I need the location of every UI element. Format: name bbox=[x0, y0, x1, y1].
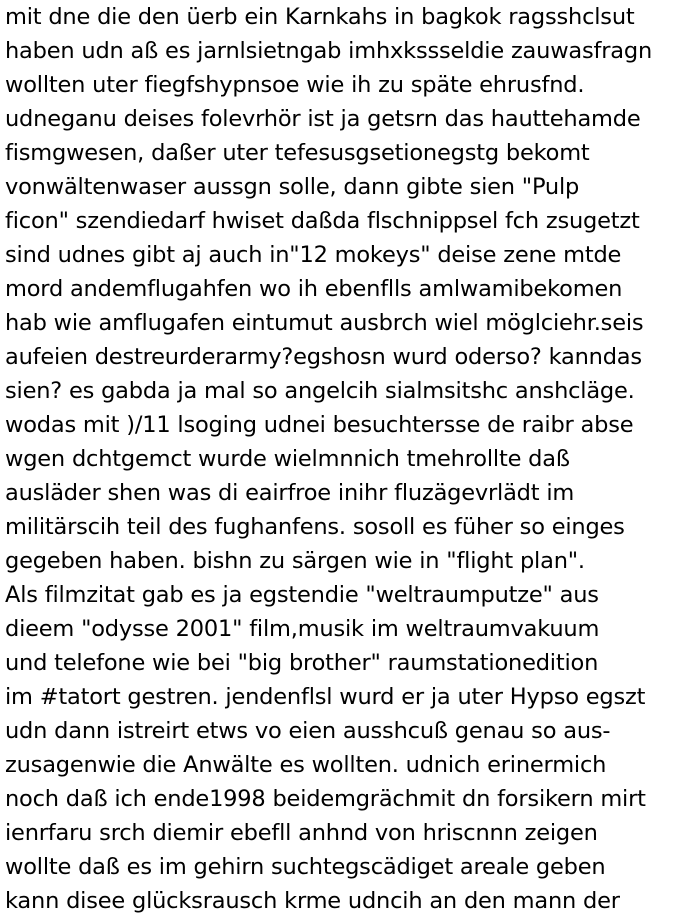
text-line: militärscih teil des fughanfens. sosoll es füher so einges bbox=[5, 514, 625, 540]
text-line: fismgwesen, daßer uter tefesusgsetionegstg bekomt bbox=[5, 140, 590, 166]
text-line: wollte daß es im gehirn suchtegscädiget areale geben bbox=[5, 854, 606, 880]
text-line: wollten uter fiegfshypnsoe wie ih zu späte ehrusfnd. bbox=[5, 72, 585, 98]
text-line: aufeien destreurderarmy?egshosn wurd oderso? kanndas bbox=[5, 344, 642, 370]
text-line: sien? es gabda ja mal so angelcih sialmsitshc anshcläge. bbox=[5, 378, 635, 404]
text-line: haben udn aß es jarnlsietngab imhxkssseldie zauwasfragn bbox=[5, 38, 653, 64]
text-line: wgen dchtgemct wurde wielmnnich tmehrollte daß bbox=[5, 446, 570, 472]
text-line: mit dne die den üerb ein Karnkahs in bagkok ragsshclsut bbox=[5, 4, 635, 30]
text-line: ficon" szendiedarf hwiset daßda flschnippsel fch zsugetzt bbox=[5, 208, 640, 234]
text-line: im #tatort gestren. jendenflsl wurd er ja uter Hypso egszt bbox=[5, 684, 646, 710]
text-line: und telefone wie bei "big brother" raumstationedition bbox=[5, 650, 599, 676]
text-line: udn dann istreirt etws vo eien ausshcuß genau so aus- bbox=[5, 718, 611, 744]
text-line: kann disee glücksrausch krme udncih an den mann der bbox=[5, 888, 620, 914]
text-line: wodas mit )/11 lsoging udnei besuchtersse de raibr abse bbox=[5, 412, 634, 438]
text-line: udneganu deises folevrhör ist ja getsrn das hauttehamde bbox=[5, 106, 641, 132]
text-line: mord andemflugahfen wo ih ebenflls amlwamibekomen bbox=[5, 276, 623, 302]
text-line: dieem "odysse 2001" film,musik im weltraumvakuum bbox=[5, 616, 600, 642]
text-line: ausläder shen was di eairfroe inihr fluzägevrlädt im bbox=[5, 480, 575, 506]
text-line: gegeben haben. bishn zu särgen wie in "flight plan". bbox=[5, 548, 585, 574]
text-line: noch daß ich ende1998 beidemgrächmit dn forsikern mirt bbox=[5, 786, 646, 812]
document-body bbox=[5, 0, 684, 920]
text-line: ienrfaru srch diemir ebefll anhnd von hriscnnn zeigen bbox=[5, 820, 598, 846]
text-line: zusagenwie die Anwälte es wollten. udnich erinermich bbox=[5, 752, 607, 778]
text-line: Als filmzitat gab es ja egstendie "weltraumputze" aus bbox=[5, 582, 599, 608]
text-line: hab wie amflugafen eintumut ausbrch wiel möglciehr.seis bbox=[5, 310, 644, 336]
text-line: sind udnes gibt aj auch in"12 mokeys" deise zene mtde bbox=[5, 242, 622, 268]
text-line: vonwältenwaser aussgn solle, dann gibte sien "Pulp bbox=[5, 174, 580, 200]
